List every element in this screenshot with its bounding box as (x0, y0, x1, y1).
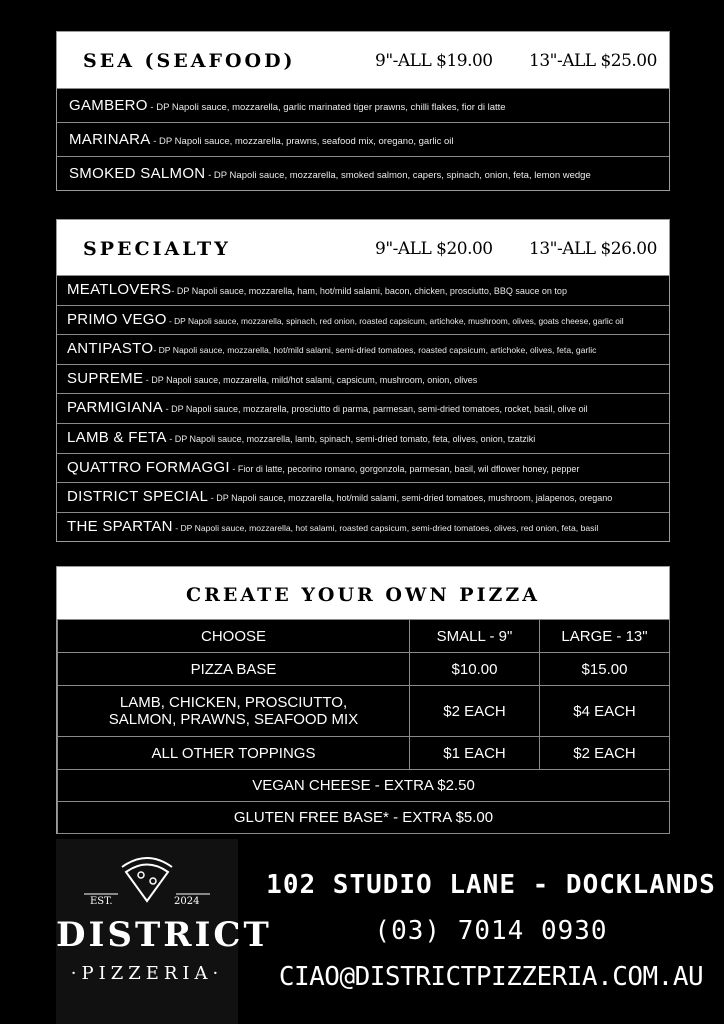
seafood-price-9: 9"-ALL $19.00 (375, 51, 493, 71)
row-small-price: $2 EACH (410, 686, 540, 737)
item-name: THE SPARTAN (67, 517, 173, 535)
row-small-price: $10.00 (410, 653, 540, 686)
vegan-cheese-note: VEGAN CHEESE - EXTRA $2.50 (58, 770, 670, 802)
seafood-header (57, 32, 669, 88)
pizza-slice-icon (56, 839, 238, 909)
menu-item-the-spartan (57, 512, 669, 542)
menu-item-supreme (57, 364, 669, 394)
seafood-title: SEA (SEAFOOD) (83, 50, 296, 72)
item-desc: - DP Napoli sauce, mozzarella, lamb, spinach, semi-dried tomato, feta, olives, onion, tzatziki (166, 433, 536, 444)
seafood-section (56, 31, 670, 191)
item-desc: - DP Napoli sauce, mozzarella, garlic marinated tiger prawns, chilli flakes, fior di latte (147, 102, 506, 113)
email-address[interactable]: CIAO@DISTRICTPIZZERIA.COM.AU (278, 962, 704, 992)
menu-item-primo-vego (57, 305, 669, 335)
item-desc: - DP Napoli sauce, mozzarella, spinach, red onion, roasted capsicum, artichoke, mushroom, olives, goats cheese, garlic oil (166, 315, 624, 326)
row-large-price: $15.00 (540, 653, 670, 686)
menu-item-meatlovers (57, 275, 669, 305)
row-label: ALL OTHER TOPPINGS (58, 737, 410, 770)
create-your-own-section (56, 566, 670, 834)
item-desc: - DP Napoli sauce, mozzarella, prawns, seafood mix, oregano, garlic oil (150, 136, 454, 147)
address: 102 STUDIO LANE - DOCKLANDS (266, 870, 716, 900)
item-desc: - DP Napoli sauce, mozzarella, prosciutto di parma, parmesan, semi-dried tomatoes, rocket, basil, olive oil (163, 404, 588, 415)
item-name: MEATLOVERS (67, 281, 172, 298)
table-row (58, 686, 670, 737)
header-large: LARGE - 13" (540, 620, 670, 653)
row-label: LAMB, CHICKEN, PROSCIUTTO, SALMON, PRAWNS, SEAFOOD MIX (58, 686, 410, 737)
item-name: MARINARA (69, 131, 151, 148)
item-name: GAMBERO (69, 97, 148, 114)
specialty-price-13: 13"-ALL $26.00 (529, 239, 657, 259)
item-name: PRIMO VEGO (67, 310, 167, 328)
menu-item-gambero (57, 88, 669, 122)
logo-brand: DISTRICT (56, 915, 272, 955)
logo (56, 839, 272, 1024)
item-desc: - DP Napoli sauce, mozzarella, ham, hot/mild salami, bacon, chicken, prosciutto, BBQ sauce on top (171, 286, 567, 296)
table-row (58, 737, 670, 770)
menu-item-lamb-feta (57, 423, 669, 453)
item-name: DISTRICT SPECIAL (67, 488, 209, 506)
specialty-header (57, 220, 669, 275)
table-header-row (58, 620, 670, 653)
item-name: ANTIPASTO (67, 340, 154, 358)
item-desc: - DP Napoli sauce, mozzarella, hot salami, roasted capsicum, semi-dried tomatoes, olives, red onion, feta, basil (172, 522, 599, 533)
logo-est: EST. (90, 896, 113, 907)
row-small-price: $1 EACH (410, 737, 540, 770)
header-small: SMALL - 9" (410, 620, 540, 653)
menu-item-parmigiana (57, 393, 669, 423)
item-desc: - DP Napoli sauce, mozzarella, mild/hot salami, capsicum, mushroom, onion, olives (143, 374, 478, 385)
menu-item-marinara (57, 122, 669, 156)
phone-number[interactable]: (03) 7014 0930 (374, 916, 608, 946)
item-desc: - DP Napoli sauce, mozzarella, smoked salmon, capers, spinach, onion, feta, lemon wedge (205, 170, 591, 181)
item-name: LAMB & FETA (67, 428, 167, 446)
menu-item-district-special (57, 482, 669, 512)
gluten-free-note: GLUTEN FREE BASE* - EXTRA $5.00 (58, 802, 670, 834)
menu-item-antipasto (57, 334, 669, 364)
specialty-title: SPECIALTY (83, 238, 231, 260)
item-desc: - Fior di latte, pecorino romano, gorgonzola, parmesan, basil, wil dflower honey, pepper (229, 463, 580, 474)
item-name: SUPREME (67, 369, 144, 387)
table-row (58, 653, 670, 686)
logo-year: 2024 (174, 896, 200, 907)
table-row-vegan (58, 770, 670, 802)
row-large-price: $4 EACH (540, 686, 670, 737)
create-header (57, 567, 669, 619)
header-choose: CHOOSE (58, 620, 410, 653)
table-row-gluten (58, 802, 670, 834)
item-name: PARMIGIANA (67, 399, 164, 417)
create-title: CREATE YOUR OWN PIZZA (186, 584, 540, 606)
menu-item-quattro-formaggi (57, 453, 669, 483)
row-label: PIZZA BASE (58, 653, 410, 686)
specialty-section (56, 219, 670, 542)
row-large-price: $2 EACH (540, 737, 670, 770)
menu-item-smoked-salmon (57, 156, 669, 190)
item-desc: - DP Napoli sauce, mozzarella, hot/mild salami, semi-dried tomatoes, roasted capsicum, artichoke, olives, feta, garlic (153, 345, 597, 356)
specialty-price-9: 9"-ALL $20.00 (375, 239, 493, 259)
seafood-price-13: 13"-ALL $25.00 (529, 51, 657, 71)
logo-subtitle: ·PIZZERIA· (70, 963, 224, 984)
pricing-table (57, 619, 670, 834)
item-name: SMOKED SALMON (69, 165, 206, 182)
item-name: QUATTRO FORMAGGI (67, 458, 230, 476)
item-desc: - DP Napoli sauce, mozzarella, hot/mild salami, semi-dried tomatoes, mushroom, jalapenos, oregano (208, 493, 613, 504)
